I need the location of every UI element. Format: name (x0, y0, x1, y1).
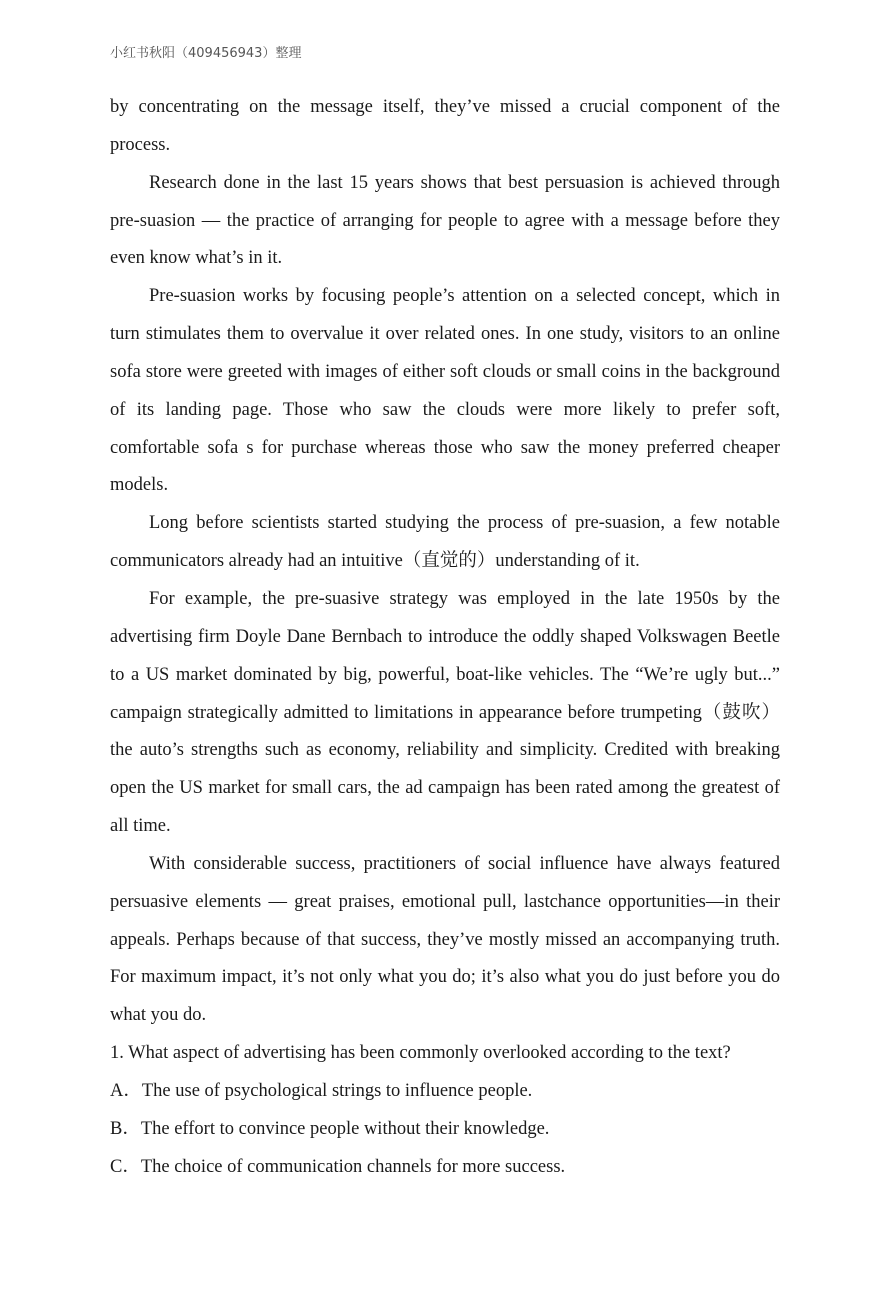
option-b: B．The effort to convince people without their knowledge. (110, 1118, 550, 1139)
option-c: C．The choice of communication channels for more success. (110, 1156, 566, 1177)
document-body (110, 89, 780, 1186)
page-header: 小红书秋阳（409456943）整理 (110, 46, 302, 61)
paragraph: Research done in the last 15 years shows that best persuasion is achieved through pre-suasion — the practice of arranging for people to agree with a message before they even know what’s in it. (110, 172, 780, 269)
question-stem: 1. What aspect of advertising has been commonly overlooked according to the text? (110, 1043, 731, 1064)
paragraph: Pre-suasion works by focusing people’s attention on a selected concept, which in turn stimulates them to overvalue it over related ones. In one study, visitors to an online sofa store were greeted with images of either soft clouds or small coins in the background of its landing page. Those who saw the clouds were more likely to prefer soft, comfortable sofa s for purchase whereas those who saw the money preferred cheaper models. (110, 286, 780, 496)
paragraph: For example, the pre-suasive strategy was employed in the late 1950s by the advertising firm Doyle Dane Bernbach to introduce the oddly shaped Volkswagen Beetle to a US market dominated by big, powerful, boat-like vehicles. The “We’re ugly but...” campaign strategically admitted to limitations in appearance before trumpeting（鼓吹）the auto’s strengths such as economy, reliability and simplicity. Credited with breaking open the US market for small cars, the ad campaign has been rated among the greatest of all time. (110, 588, 780, 837)
paragraph: With considerable success, practitioners of social influence have always featured persuasive elements — great praises, emotional pull, lastchance opportunities—in their appeals. Perhaps because of that success, they’ve mostly missed an accompanying truth. For maximum impact, it’s not only what you do; it’s also what you do just before you do what you do. (110, 853, 780, 1026)
paragraph: Long before scientists started studying the process of pre-suasion, a few notable communicators already had an intuitive（直觉的）understanding of it. (110, 513, 780, 572)
paragraph: by concentrating on the message itself, they’ve missed a crucial component of the process. (110, 97, 780, 155)
option-a: A．The use of psychological strings to influence people. (110, 1080, 533, 1101)
